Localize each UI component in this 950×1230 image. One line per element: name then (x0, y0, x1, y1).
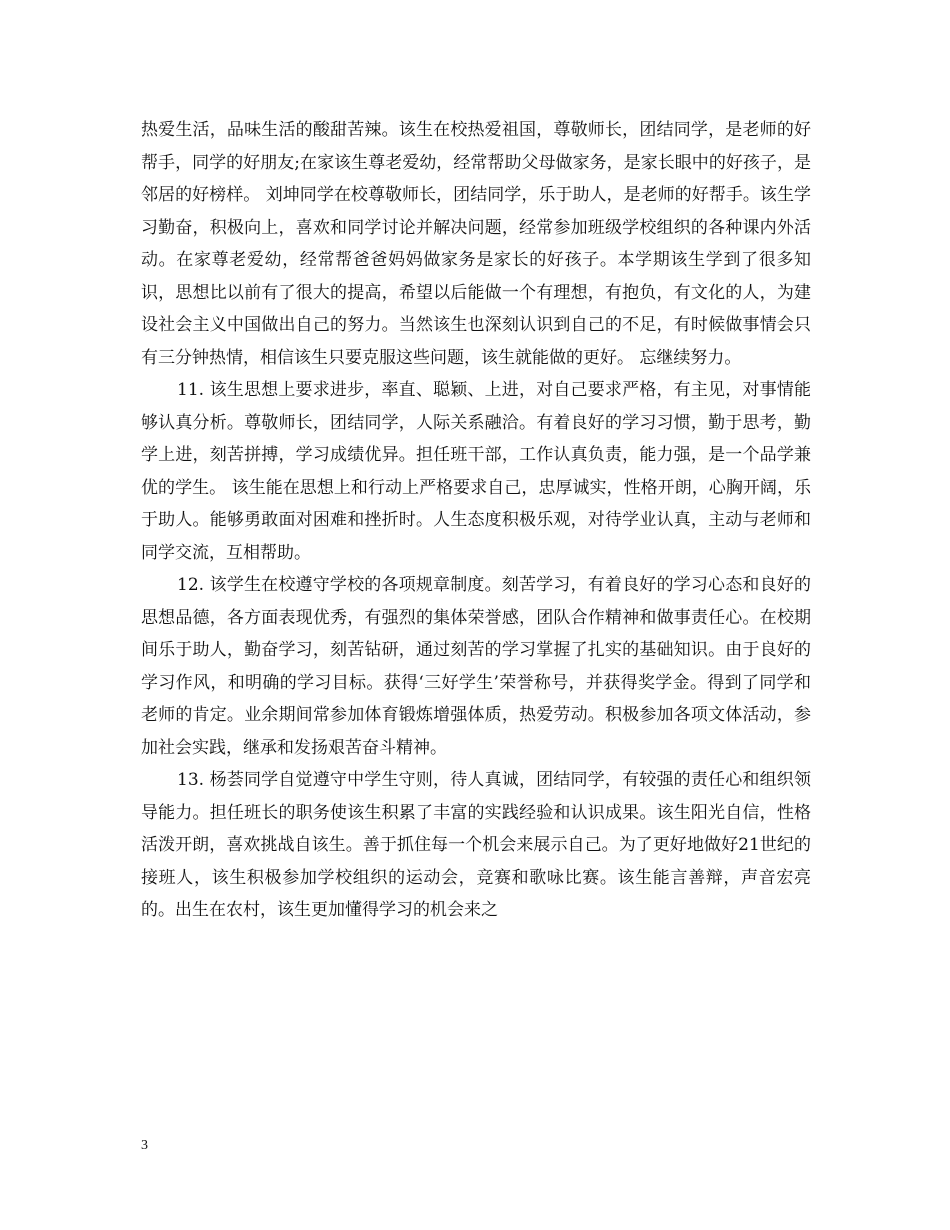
document-body (141, 114, 811, 927)
page-number: 3 (141, 1138, 148, 1153)
paragraph-continuation: 热爱生活，品味生活的酸甜苦辣。该生在校热爱祖国，尊敬师长，团结同学，是老师的好帮手，同学的好朋友;在家该生尊老爱幼，经常帮助父母做家务，是家长眼中的好孩子，是邻居的好榜样。 刘坤同学在校尊敬师长，团结同学，乐于助人，是老师的好帮手。该生学习勤奋，积极向上，喜欢和同学讨论并解决问题，经常参加班级学校组织的各种课内外活动。在家尊老爱幼，经常帮爸爸妈妈做家务是家长的好孩子。本学期该生学到了很多知识，思想比以前有了很大的提高，希望以后能做一个有理想，有抱负，有文化的人，为建设社会主义中国做出自己的努力。当然该生也深刻认识到自己的不足，有时候做事情会只有三分钟热情，相信该生只要克服这些问题，该生就能做的更好。 忘继续努力。 (141, 120, 811, 368)
paragraph-item-12: 12. 该学生在校遵守学校的各项规章制度。刻苦学习，有着良好的学习心态和良好的思想品德，各方面表现优秀，有强烈的集体荣誉感，团队合作精神和做事责任心。在校期间乐于助人，勤奋学习，刻苦钻研，通过刻苦的学习掌握了扎实的基础知识。由于良好的学习作风，和明确的学习目标。获得‘三好学生’荣誉称号，并获得奖学金。得到了同学和老师的肯定。业余期间常参加体育锻炼增强体质，热爱劳动。积极参加各项文体活动，参加社会实践，继承和发扬艰苦奋斗精神。 (141, 575, 811, 758)
paragraph-item-13: 13. 杨荟同学自觉遵守中学生守则，待人真诚，团结同学，有较强的责任心和组织领导能力。担任班长的职务使该生积累了丰富的实践经验和认识成果。该生阳光自信，性格活泼开朗，喜欢挑战自该生。善于抓住每一个机会来展示自己。为了更好地做好21世纪的接班人，该生积极参加学校组织的运动会，竞赛和歌咏比赛。该生能言善辩，声音宏亮的。出生在农村，该生更加懂得学习的机会来之 (141, 770, 811, 920)
paragraph-item-11: 11. 该生思想上要求进步，率直、聪颖、上进，对自己要求严格，有主见，对事情能够认真分析。尊敬师长，团结同学，人际关系融洽。有着良好的学习习惯，勤于思考，勤学上进，刻苦拼搏，学习成绩优异。担任班干部，工作认真负责，能力强，是一个品学兼优的学生。 该生能在思想上和行动上严格要求自己，忠厚诚实，性格开朗，心胸开阔，乐于助人。能够勇敢面对困难和挫折时。人生态度积极乐观，对待学业认真，主动与老师和同学交流，互相帮助。 (141, 380, 811, 563)
